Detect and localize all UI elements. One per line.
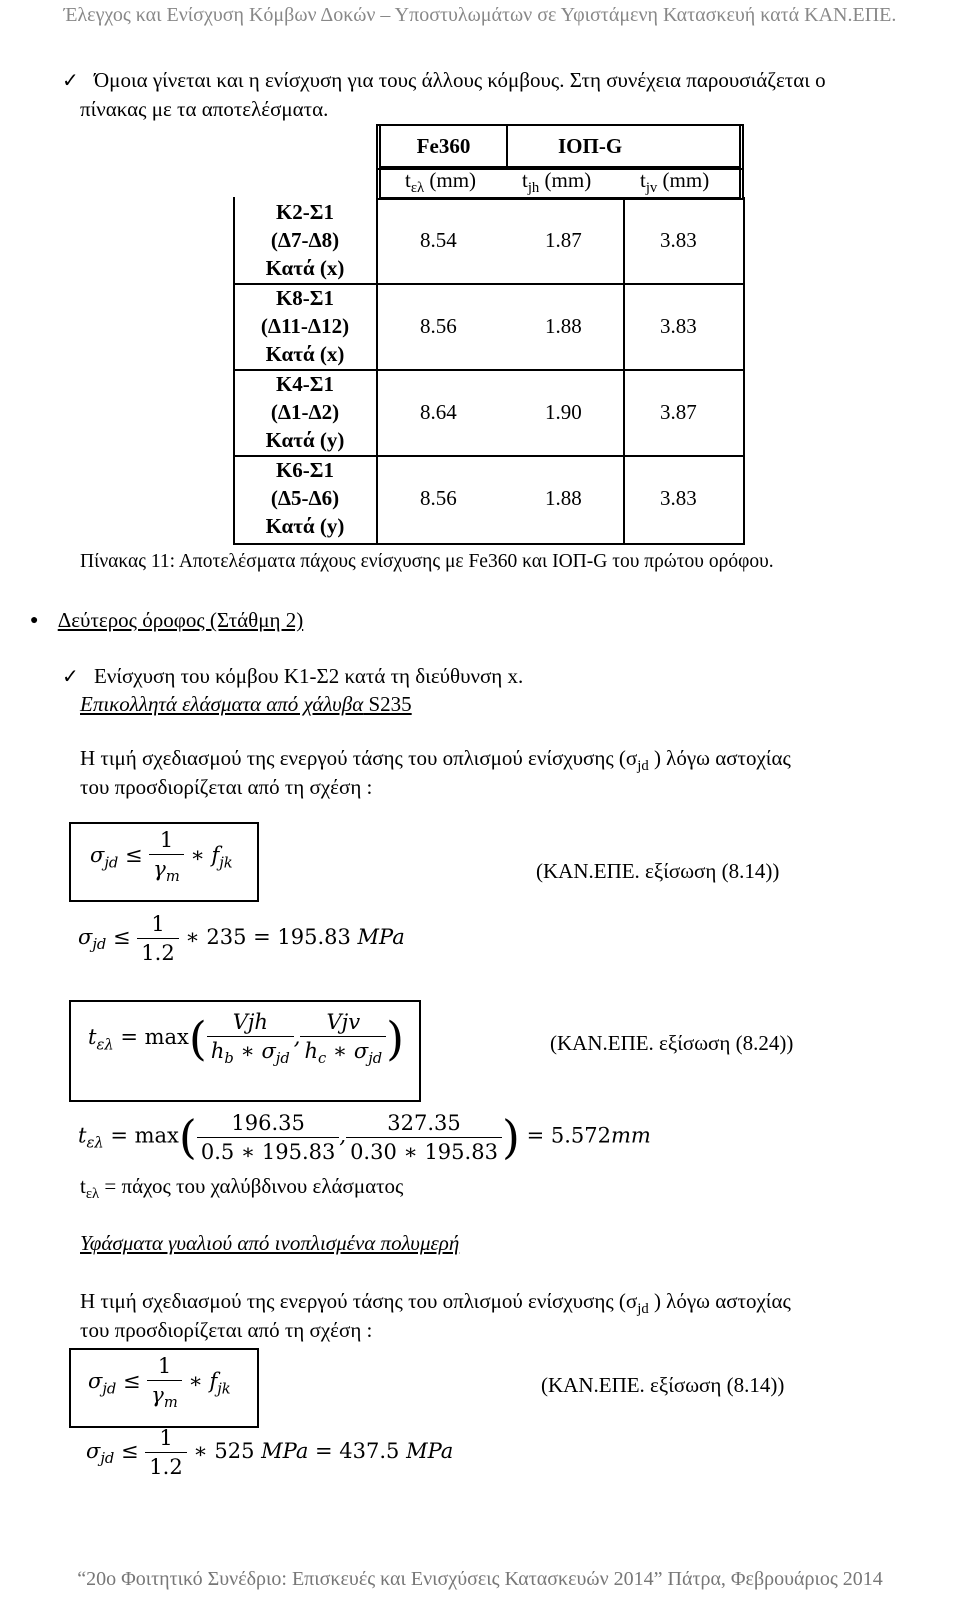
paragraph-steel-2: του προσδιορίζεται από τη σχέση : bbox=[80, 775, 373, 799]
intro-line-2: πίνακας με τα αποτελέσματα. bbox=[80, 97, 329, 121]
table-row-label: Κ6-Σ1 (Δ5-Δ6) Κατά (y) bbox=[265, 458, 345, 538]
equation-sigma-limit: $\sigma_{jd}$ ≤ $\frac{1}{\gamma_m}$ ∗ $f_{jk}$ bbox=[90, 828, 233, 886]
table-caption: Πίνακας 11: Αποτελέσματα πάχους ενίσχυσης με Fe360 και ΙΟΠ-G του πρώτου ορόφου. bbox=[80, 551, 774, 572]
equation-reference: (ΚΑΝ.ΕΠΕ. εξίσωση (8.14)) bbox=[536, 859, 780, 883]
equation-t-el: $t_{\varepsilon\lambda} = \max$( $\frac{\text{Vjh}}{h_b ∗ \sigma_{jd}}$ , $\frac{\text{Vjv}}{h_c ∗ \sigma_{jd}}$ ) bbox=[88, 1010, 405, 1068]
page-header: Έλεγχος και Ενίσχυση Κόμβων Δοκών – Υποστυλωμάτων σε Υφιστάμενη Κατασκευή κατά ΚΑΝ.ΕΠΕ. bbox=[63, 4, 897, 26]
t-el-definition: $t_{\varepsilon\lambda} = \pi ά\chi o\varsigma$ του χαλύβδινου ελάσματος bbox=[80, 1174, 404, 1203]
equation-sigma-steel: $\sigma_{jd}$ ≤ $\frac{1}{1.2}$ ∗ 235 = 195.83 MPa bbox=[78, 912, 405, 965]
equation-reference: (ΚΑΝ.ΕΠΕ. εξίσωση (8.24)) bbox=[550, 1031, 794, 1055]
cell-t-el: 8.54 bbox=[420, 228, 457, 252]
frp-heading: Υφάσματα γυαλιού από ινοπλισμένα πολυμερή bbox=[80, 1231, 460, 1255]
intro-line-1: Όμοια γίνεται και η ενίσχυση για τους άλλους κόμβους. Στη συνέχεια παρουσιάζεται ο bbox=[94, 68, 826, 92]
bullet-icon: ● bbox=[30, 613, 39, 628]
cell-t-jh: 1.87 bbox=[545, 228, 582, 252]
cell-t-jv: 3.83 bbox=[660, 228, 697, 252]
table-row-label: Κ2-Σ1 (Δ7-Δ8) Κατά (x) bbox=[265, 200, 345, 280]
material-iop-g: ΙΟΠ-G bbox=[506, 125, 740, 167]
cell-t-jh: 1.88 bbox=[545, 314, 582, 338]
equation-reference: (ΚΑΝ.ΕΠΕ. εξίσωση (8.14)) bbox=[541, 1373, 785, 1397]
material-fe360: Fe360 bbox=[380, 125, 506, 167]
table-row-label: Κ4-Σ1 (Δ1-Δ2) Κατά (y) bbox=[265, 372, 345, 452]
col-header-t-jh: $t_{jh}$ (mm) bbox=[522, 168, 592, 197]
cell-t-jh: 1.88 bbox=[545, 486, 582, 510]
paragraph-frp: Η τιμή σχεδιασμού της ενεργού τάσης του οπλισμού ενίσχυσης ($\sigma_{jd}$ ) λόγω αστοχίας bbox=[80, 1289, 791, 1318]
cell-t-jh: 1.90 bbox=[545, 400, 582, 424]
col-header-t-el: $t_{\varepsilon\lambda}$ (mm) bbox=[380, 167, 506, 198]
equation-t-el-numeric: $t_{\varepsilon\lambda} = \max$( $\frac{196.35}{0.5 ∗ 195.83}$ , $\frac{327.35}{0.30 ∗ 195.83}$ ) = 5.572mm bbox=[78, 1110, 651, 1164]
checkmark-icon: ✓ bbox=[62, 68, 79, 92]
equation-sigma-frp: $\sigma_{jd}$ ≤ $\frac{1}{1.2}$ ∗ 525 MPa = 437.5 MPa bbox=[86, 1426, 454, 1479]
cell-t-el: 8.56 bbox=[420, 314, 457, 338]
cell-t-el: 8.64 bbox=[420, 400, 457, 424]
equation-sigma-limit-frp: $\sigma_{jd}$ ≤ $\frac{1}{\gamma_m}$ ∗ $f_{jk}$ bbox=[88, 1354, 231, 1412]
section-bullet: ● Δεύτερος όροφος (Στάθμη 2) bbox=[30, 608, 304, 632]
checkmark-icon: ✓ bbox=[62, 664, 79, 688]
steel-heading: Επικολλητά ελάσματα από χάλυβα S235 bbox=[80, 692, 412, 716]
table-row-label: Κ8-Σ1 (Δ11-Δ12) Κατά (x) bbox=[260, 286, 350, 366]
paragraph-steel: Η τιμή σχεδιασμού της ενεργού τάσης του οπλισμού ενίσχυσης ($\sigma_{jd}$ ) λόγω αστοχίας bbox=[80, 746, 791, 775]
check-item: ✓ Ενίσχυση του κόμβου Κ1-Σ2 κατά τη διεύθυνση x. bbox=[62, 664, 524, 688]
cell-t-jv: 3.87 bbox=[660, 400, 697, 424]
intro-paragraph bbox=[62, 68, 826, 93]
page-footer: “20ο Φοιτητικό Συνέδριο: Επισκευές και Ενισχύσεις Κατασκευών 2014” Πάτρα, Φεβρουάριος 2014 bbox=[77, 1568, 883, 1590]
cell-t-jv: 3.83 bbox=[660, 314, 697, 338]
paragraph-frp-2: του προσδιορίζεται από τη σχέση : bbox=[80, 1318, 373, 1342]
cell-t-jv: 3.83 bbox=[660, 486, 697, 510]
cell-t-el: 8.56 bbox=[420, 486, 457, 510]
col-header-t-jv: $t_{jv}$ (mm) bbox=[624, 167, 740, 198]
